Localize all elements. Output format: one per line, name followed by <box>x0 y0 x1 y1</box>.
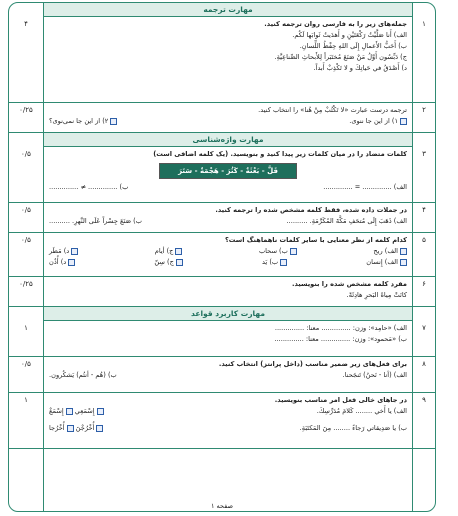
option[interactable]: ب) سحاب <box>259 246 297 257</box>
question-number: ۹ <box>422 396 426 404</box>
question-prompt: در جاهای خالی فعل امر مناسب بنویسید. <box>274 396 407 404</box>
question-number: ۵ <box>422 236 426 244</box>
question-number: ۷ <box>422 324 426 332</box>
question-prompt: مفرد کلمه مشخص شده را بنویسید. <box>291 280 407 288</box>
question-number: ۲ <box>422 106 426 114</box>
checkbox-icon <box>97 408 104 415</box>
option[interactable]: الف) ريح <box>373 246 407 257</box>
option[interactable]: ب) يَد <box>262 257 287 268</box>
checkbox-icon <box>400 248 407 255</box>
question-score: ۰/۵ <box>21 150 31 158</box>
question-item: الف) (أنا - نَحنُ) تَنجَحنا. <box>342 371 407 379</box>
question-3 <box>9 147 435 203</box>
option[interactable]: ج) سِنّ <box>154 257 182 268</box>
option[interactable]: د) مَطَر <box>49 246 78 257</box>
question-item: الف) أَنا صَلَّيْتُ رَكْعَتَيْنِ و أَهدَيتُ ثَوابَها لَكُم. <box>292 31 407 39</box>
checkbox-icon <box>176 259 183 266</box>
option[interactable]: د) أُذُن <box>49 257 75 268</box>
option-2[interactable]: ۲) از این جا نمی‌نوی؟ <box>49 116 117 127</box>
option[interactable]: أُخْرُجا <box>49 424 74 432</box>
question-item: الف) ذَهَبَ إِلَى مُتحَفِ مَكَّةَ المُكَرَّمَةِ. .......... <box>286 217 407 225</box>
page-footer: صفحه ۱ <box>210 502 234 510</box>
question-score: ۱ <box>24 324 28 332</box>
option-1[interactable]: ۱) از این جا ننوی. <box>349 116 407 127</box>
section-title-translation: مهارت ترجمه <box>43 3 413 17</box>
checkbox-icon <box>400 118 407 125</box>
question-item: ب) يا صَدِيقاتي رَجاءً ........ مِنَ المَكتَبَةِ. <box>299 424 407 432</box>
question-prompt: جمله‌های زیر را به فارسی روان ترجمه کنید. <box>264 20 407 28</box>
checkbox-icon <box>67 425 74 432</box>
question-5 <box>9 233 435 277</box>
question-number: ۶ <box>422 280 426 288</box>
question-prompt: کلمات متضاد را در میان کلمات زیر پیدا کنید و بنویسید. (یک کلمه اضافی است) <box>153 150 407 158</box>
question-number: ۱ <box>422 20 426 28</box>
checkbox-icon <box>96 425 103 432</box>
option[interactable]: أُخْرُجْنَ <box>76 424 104 432</box>
question-item: د) أَصْدَقُ في حَياتِكَ و لا تَكْذِبْ أَبداً. <box>313 64 407 72</box>
checkbox-icon <box>280 259 287 266</box>
exam-sheet <box>8 2 436 512</box>
question-prompt: کدام کلمه از نظر معنایی با سایر کلمات ناهماهنگ است؟ <box>224 236 407 244</box>
question-item: ب) أَحَبُّ الأَعمالِ إِلَى اللهِ حِفْظُ اللِّسانِ. <box>299 42 407 50</box>
checkbox-icon <box>71 248 78 255</box>
question-1 <box>9 17 435 103</box>
checkbox-icon <box>175 248 182 255</box>
question-score: ۱ <box>24 396 28 404</box>
question-2 <box>9 103 435 133</box>
checkbox-icon <box>66 408 73 415</box>
checkbox-icon <box>68 259 75 266</box>
question-item: الف) «حامِد»: وزن: .............. معنا: .............. <box>274 324 407 332</box>
question-7 <box>9 321 435 357</box>
checkbox-icon <box>290 248 297 255</box>
question-item: ب) «مَحمود»: وزن: .............. معنا: .............. <box>274 335 407 343</box>
question-item: ب) صَنَعَ جِسْراً عَلَى النَّهرِ. .......... <box>49 217 142 225</box>
question-prompt: برای فعل‌های زیر ضمیر مناسب (داخل پرانتز) انتخاب کنید. <box>218 360 407 368</box>
section-title-vocabulary: مهارت واژه‌شناسی <box>43 133 413 147</box>
question-score: ۰/۵ <box>21 236 31 244</box>
answer-line[interactable]: الف) .............. = .............. <box>323 183 407 191</box>
question-number: ۴ <box>422 206 426 214</box>
question-item: ج) دَبِّسُون أَوَّلُ مَنْ صَنَعَ مُختَبَراً لِلأَبحاثِ الصِّناعِيَّةِ. <box>274 53 407 61</box>
option[interactable]: إِسْمَعْ <box>49 407 73 415</box>
checkbox-icon <box>110 118 117 125</box>
question-number: ۳ <box>422 150 426 158</box>
question-prompt: ترجمه درست عبارت «لا تَكْتُبْ مِنْ هُنا» را انتخاب کنید. <box>258 106 407 114</box>
option[interactable]: ج) أيام <box>155 246 183 257</box>
question-9 <box>9 393 435 449</box>
question-score: ۰/۲۵ <box>19 280 33 288</box>
question-prompt: در جملات داده شده، فقط کلمه مشخص شده را ترجمه کنید. <box>215 206 407 214</box>
question-score: ۰/۵ <box>21 360 31 368</box>
word-box: قَلَّ - بَعْثَةٌ - كَثُرَ - هَجْمَةٌ - سَتَرَ <box>159 163 297 179</box>
question-4 <box>9 203 435 233</box>
section-title-grammar: مهارت کاربرد قواعد <box>43 307 413 321</box>
question-number: ۸ <box>422 360 426 368</box>
question-item: الف) يا أَخي ........ كَلامَ مُدَرِّسِكَ. <box>316 407 407 415</box>
question-8 <box>9 357 435 393</box>
checkbox-icon <box>400 259 407 266</box>
question-score: ۰/۲۵ <box>19 106 33 114</box>
question-item: ب) (هُم - أنتُم) يَشكُرون. <box>49 371 117 379</box>
option[interactable]: إِسْمَعِي <box>75 407 104 415</box>
question-item: كانَتْ مِياهُ البَحرِ هادِئَةً. <box>346 291 407 299</box>
option[interactable]: الف) إِنسان <box>366 257 407 268</box>
question-score: ۰/۵ <box>21 206 31 214</box>
answer-line[interactable]: ب) .............. ≠ .............. <box>49 183 129 191</box>
question-score: ۴ <box>24 20 28 28</box>
question-6 <box>9 277 435 307</box>
